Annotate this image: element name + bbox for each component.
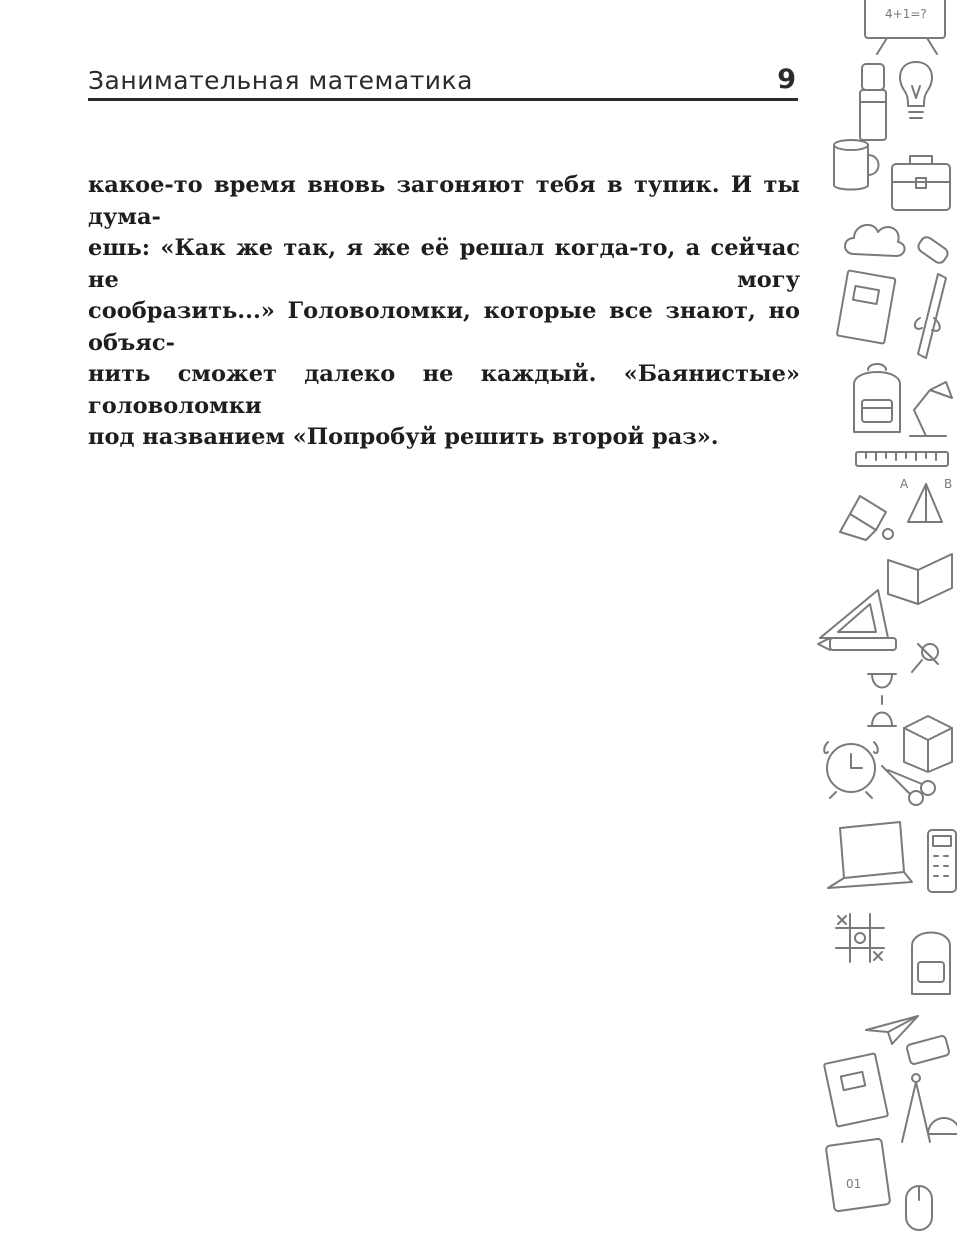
laptop-icon bbox=[824, 818, 920, 894]
protractor-icon bbox=[924, 1100, 957, 1140]
svg-text:4+1=?: 4+1=? bbox=[885, 7, 927, 21]
bell-icon bbox=[830, 476, 900, 546]
scroll-diploma-icon bbox=[908, 268, 954, 364]
scissors-icon bbox=[876, 760, 936, 810]
page-header bbox=[88, 62, 798, 101]
alarm-clock-icon bbox=[818, 730, 884, 800]
body-paragraph bbox=[88, 170, 800, 454]
text-line: ешь: «Как же так, я же её решал когда-то, а сейчас не могу bbox=[88, 235, 800, 293]
lightbulb-icon bbox=[894, 58, 938, 128]
easel-board-icon bbox=[857, 0, 957, 55]
ruler-icon bbox=[852, 448, 952, 472]
briefcase-icon bbox=[886, 148, 956, 218]
pushpin-icon bbox=[908, 636, 948, 676]
mouse-icon bbox=[896, 1180, 942, 1240]
text-line: нить сможет далеко не каждый. «Баянистые» головоломки bbox=[88, 361, 800, 419]
tic-tac-toe-icon bbox=[830, 908, 890, 968]
backpack-icon bbox=[902, 920, 957, 1000]
running-title: Занимательная математика bbox=[88, 66, 473, 95]
text-line: какое-то время вновь загоняют тебя в тупик. И ты дума- bbox=[88, 172, 800, 230]
svg-text:B: B bbox=[944, 477, 953, 491]
text-line: сообразить...» Головоломки, которые все знают, но объяс- bbox=[88, 298, 800, 356]
eraser-icon bbox=[900, 1030, 956, 1070]
hourglass-icon bbox=[862, 668, 902, 732]
text-line: под названием «Попробуй решить второй раз». bbox=[88, 424, 719, 450]
svg-text:01: 01 bbox=[846, 1177, 862, 1191]
mug-icon bbox=[828, 135, 884, 195]
doodle-border bbox=[812, 0, 957, 1240]
page-number: 9 bbox=[777, 64, 796, 95]
notebook-icon bbox=[834, 268, 898, 348]
eraser-icon bbox=[912, 228, 956, 272]
notebook-icon bbox=[822, 1050, 892, 1130]
cloud-icon bbox=[840, 212, 910, 262]
calendar-icon bbox=[822, 1130, 894, 1216]
desk-lamp-icon bbox=[902, 376, 957, 442]
calculator-icon bbox=[924, 826, 957, 896]
pen-icon bbox=[816, 630, 906, 660]
svg-text:A: A bbox=[900, 477, 909, 491]
triangle-ruler-icon bbox=[898, 476, 954, 532]
